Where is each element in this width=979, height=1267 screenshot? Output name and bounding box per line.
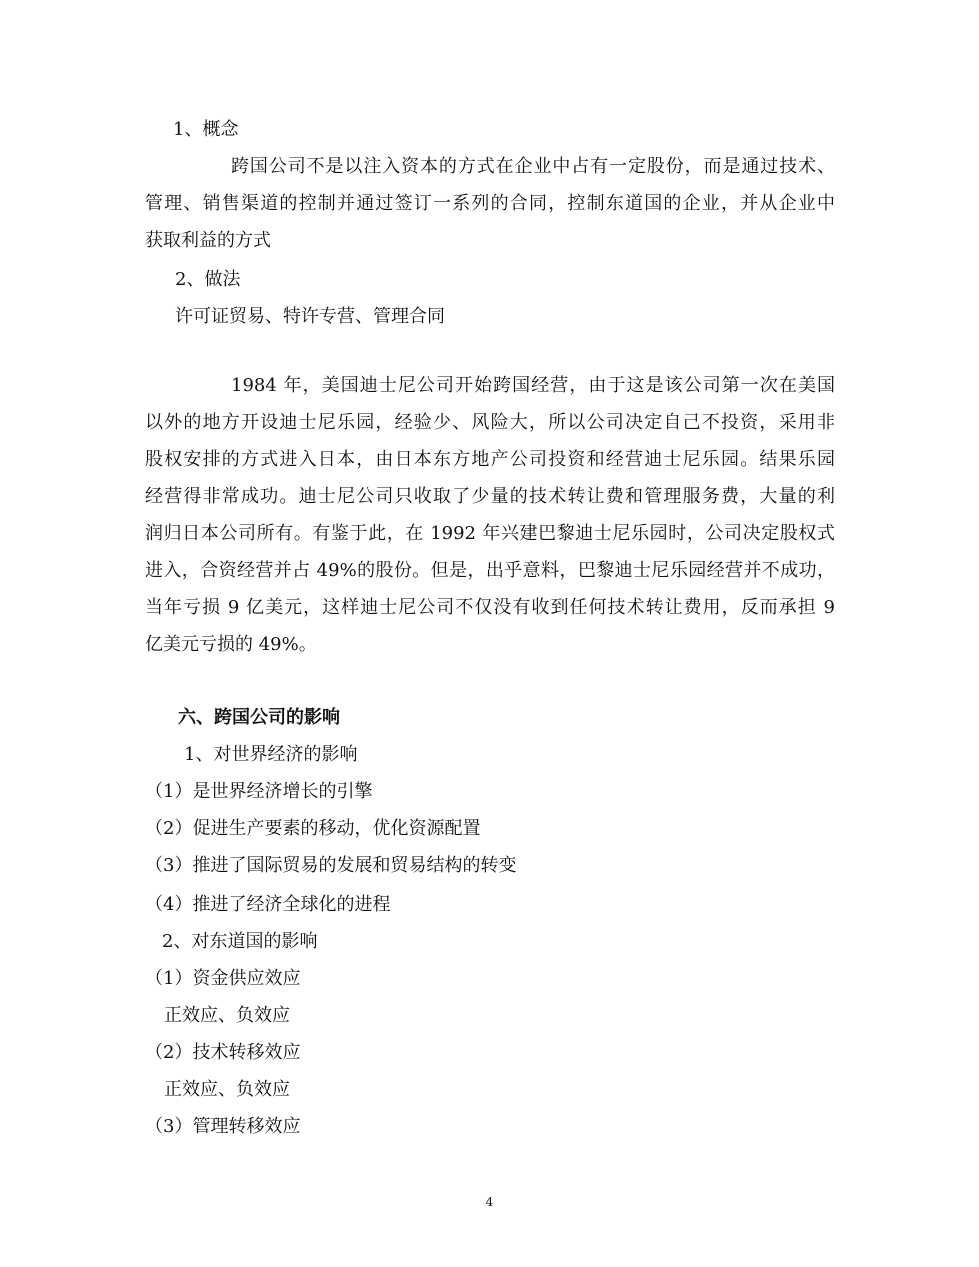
case-paragraph-line: 经营得非常成功。迪士尼公司只收取了少量的技术转让费和管理服务费，大量的利 [145,486,835,507]
host-country-item: （3）管理转移效应 [145,1116,301,1137]
case-paragraph-line: 以外的地方开设迪士尼乐园，经验少、风险大，所以公司决定自己不投资，采用非 [145,412,835,433]
concept-paragraph-line: 管理、销售渠道的控制并通过签订一系列的合同，控制东道国的企业，并从企业中 [145,193,835,214]
page-number: 4 [485,1195,494,1209]
methods-text: 许可证贸易、特许专营、管理合同 [175,306,445,327]
host-country-item: （2）技术转移效应 [145,1042,301,1063]
section-title: 六、跨国公司的影响 [178,707,340,728]
host-country-subitem: 正效应、负效应 [164,1005,290,1026]
world-economy-item: （4）推进了经济全球化的进程 [145,894,391,915]
world-economy-item: （3）推进了国际贸易的发展和贸易结构的转变 [145,855,517,876]
methods-heading: 2、做法 [175,269,241,290]
world-economy-item: （1）是世界经济增长的引擎 [145,781,373,802]
case-paragraph-line: 当年亏损 9 亿美元，这样迪士尼公司不仅没有收到任何技术转让费用，反而承担 9 [145,597,835,618]
host-country-subitem: 正效应、负效应 [164,1079,290,1100]
case-paragraph-line: 进入，合资经营并占 49%的股份。但是，出乎意料，巴黎迪士尼乐园经营并不成功， [145,560,835,581]
host-country-heading: 2、对东道国的影响 [162,931,318,952]
concept-heading: 1、概念 [173,119,239,140]
case-paragraph-line: 润归日本公司所有。有鉴于此，在 1992 年兴建巴黎迪士尼乐园时，公司决定股权式 [145,523,835,544]
case-paragraph-line: 1984 年，美国迪士尼公司开始跨国经营，由于这是该公司第一次在美国 [231,375,835,396]
host-country-item: （1）资金供应效应 [145,968,301,989]
world-economy-item: （2）促进生产要素的移动，优化资源配置 [145,818,481,839]
case-paragraph-line: 股权安排的方式进入日本，由日本东方地产公司投资和经营迪士尼乐园。结果乐园 [145,449,835,470]
concept-paragraph-line: 跨国公司不是以注入资本的方式在企业中占有一定股份，而是通过技术、 [231,156,835,177]
concept-paragraph-line: 获取利益的方式 [145,230,271,251]
world-economy-heading: 1、对世界经济的影响 [184,744,358,765]
case-paragraph-line: 亿美元亏损的 49%。 [145,634,317,655]
